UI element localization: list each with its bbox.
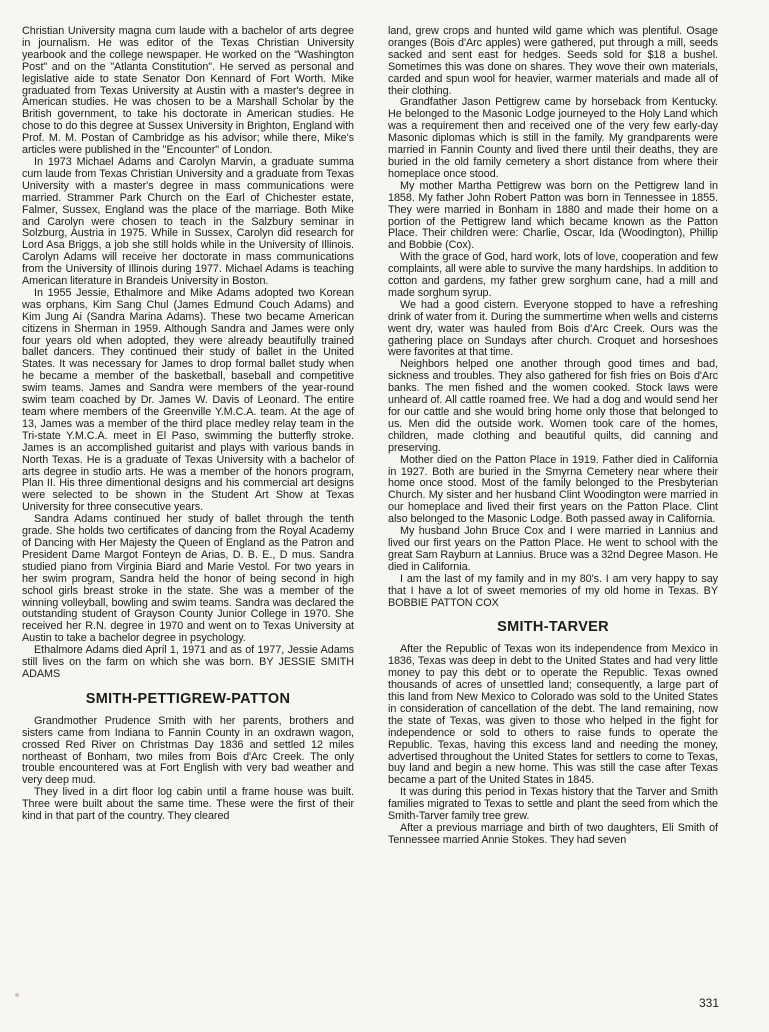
section-heading-smith-pettigrew-patton: SMITH-PETTIGREW-PATTON <box>85 690 291 707</box>
paragraph: land, grew crops and hunted wild game which was plentiful. Osage oranges (Bois d'Arc apples) were gathered, put through a mill, seeds sacked and sent east for hedges. Seeds sold for $18 a bushel. Sometimes this was done on shares. They wove their own materials, carded and spun wool for heavier, warmer materials and made all of their clothing. <box>388 25 718 97</box>
paragraph: I am the last of my family and in my 80's. I am very happy to say that I have a lot of sweet memories of my old home in Texas. BY BOBBIE PATTON COX <box>388 572 718 609</box>
binding-hole-mark <box>15 993 19 997</box>
paragraph: With the grace of God, hard work, lots of love, cooperation and few complaints, all were able to survive the many hardships. In addition to cotton and gardens, my father grew sorghum cane, had a mill and made sorghum syrup. <box>388 251 718 299</box>
paragraph: Grandmother Prudence Smith with her parents, brothers and sisters came from Indiana to Fannin County in an oxdrawn wagon, crossed Red River on Christmas Day 1836 and settled 12 miles northeast of Bonham, two miles from Bois d'Arc Creek. The only trouble encountered was at Fort English with very bad weather and very deep mud. <box>22 714 354 787</box>
paragraph: It was during this period in Texas history that the Tarver and Smith families migrated to Texas to settle and plant the seed from which the Smith-Tarver family tree grew. <box>388 786 718 823</box>
paragraph: We had a good cistern. Everyone stopped to have a refreshing drink of water from it. During the summertime when wells and cisterns went dry, water was hauled from Bois d'Arc Creek. Ours was the gathering place on Sundays after church. Croquet and horseshoes were favorites at that time. <box>388 298 718 359</box>
section-heading-smith-tarver: SMITH-TARVER <box>497 619 609 636</box>
paragraph: Sandra Adams continued her study of ballet through the tenth grade. She holds two certificates of dancing from the Royal Academy of Dancing with Her Majesty the Queen of England as the Patron and President Dame Margot Fonteyn de Arias, D. B. E., D mus. Sandra studied piano from Virginia Biard and Marie Vestol. For two years in her swim program, Sandra held the honor of being second in high school girls breast stroke in the state. She was a member of the winning volleyball, bowling and swim teams. Sandra was declared the outstanding student of Grayson County Junior College in 1970. She received her R.N. degree in 1970 and went on to Texas University at Austin to take a bachelor degree in psychology. <box>22 513 354 645</box>
paragraph: Grandfather Jason Pettigrew came by horseback from Kentucky. He belonged to the Masonic Lodge journeyed to the Holy Land which was a requirement then and received one of the very few early-day Masonic diplomas which is still in the family. My grandparents were married in Fannin County and lived there until their deaths, they are buried in the old family cemetery a short distance from where their homeplace once stood. <box>388 96 718 180</box>
paragraph: Mother died on the Patton Place in 1919. Father died in California in 1927. Both are buried in the Smyrna Cemetery near where their home once stood. Most of the family belonged to the Presbyterian Church. My sister and her husband Clint Woodington were married in our homeplace and lived their first years on the Patton Place. Clint also belonged to the Masonic Lodge. Both passed away in California. <box>388 453 718 526</box>
right-column <box>388 26 718 847</box>
paragraph: They lived in a dirt floor log cabin until a frame house was built. Three were built about the same time. These were the first of their kind in that part of the country. They cleared <box>22 786 354 823</box>
paragraph: In 1973 Michael Adams and Carolyn Marvin, a graduate summa cum laude from Texas Christian University and a graduate from Texas University with a master's degree in mass communications were married. Strammer Park Church on the Earl of Chichester estate, Falmer, Sussex, England was the place of the marriage. Both Mike and Carolyn were chosen to teach in the Salzbury seminar in Solzburg, Austria in 1975. While in Sussex, Carolyn did research for Lord Asa Briggs, a job she still holds while in the University of Illinois. Carolyn Adams will receive her doctorate in mass communications from the University of Illinois during 1977. Michael Adams is teaching American literature in Brandeis University in Boston. <box>22 155 354 288</box>
left-column <box>22 26 354 823</box>
paragraph: In 1955 Jessie, Ethalmore and Mike Adams adopted two Korean was orphans, Kim Sang Chul (James Edmund Couch Adams) and Kim Jung Ai (Sandra Marina Adams). These two became American citizens in Sherman in 1959. Although Sandra and James were only four years old when adopted, they were already beautifully trained ballet dancers. They continued their study of ballet in the United States. It was necessary for James to drop formal ballet study when he became a member of the basketball, baseball and competitive swim teams. James and Sandra were members of the year-round swim team coached by Dr. James W. Davis of Leonard. The entire team where members of the Greenville Y.M.C.A. team. At the age of 13, James was a member of the third place medley relay team in the Tri-state Y.M.C.A. meet in El Paso, swimming the butterfly stroke. James is an accomplished guitarist and plays with various bands in North Texas. He is a graduate of Texas University with a bachelor of arts degree in studio arts. He was a member of the honors program, Plan II. His three dimentional designs and his commercial art designs were selected to be shown in the Student Art Show at Texas University for three consecutive years. <box>22 286 354 514</box>
paragraph: Ethalmore Adams died April 1, 1971 and as of 1977, Jessie Adams still lives on the farm on which she was born. BY JESSIE SMITH ADAMS <box>22 644 354 680</box>
paragraph: After the Republic of Texas won its independence from Mexico in 1836, Texas was deep in debt to the United States and had very little money to pay this debt or to operate the Republic. Texas owned thousands of acres of unsettled land; consequently, a large part of this land from New Mexico to Colorado was sold to the United States in consideration of cancellation of the debt. The land remaining, now the state of Texas, was given to those who helped in the fight for independence or sold to others to raise funds to operate the Republic. Texas, having this excess land and needing the money, advertised throughout the United States for settlers to come to Texas, buy land and begin a new home. This was still the case after Texas became a part of the United States in 1845. <box>388 643 718 787</box>
paragraph: After a previous marriage and birth of two daughters, Eli Smith of Tennessee married Annie Stokes. They had seven <box>388 822 718 846</box>
paragraph: Neighbors helped one another through good times and bad, sickness and troubles. They also gathered for fish fries on Bois d'Arc banks. The men fished and the women cooked. Stock laws were unheard of. All cattle roamed free. We had a dog and would send her for our cattle and she would bring home only those that belonged to us. Men did the outside work. Women took care of the homes, children, made clothing and beautiful quilts, did canning and preserving. <box>388 358 718 454</box>
paragraph: My mother Martha Pettigrew was born on the Pettigrew land in 1858. My father John Robert Patton was born in Tennessee in 1855. They were married in Bonham in 1880 and made their home on a portion of the Pettigrew land which became known as the Patton Place. Their children were: Charlie, Oscar, Ida (Woodington), Phillip and Bobbie (Cox). <box>388 179 718 252</box>
page-number: 331 <box>698 996 719 1010</box>
paragraph: My husband John Bruce Cox and I were married in Lannius and lived our first years on the Patton Place. He went to school with the great Sam Rayburn at Lannius. Bruce was a 32nd Degree Mason. He died in California. <box>388 525 718 573</box>
paragraph: Christian University magna cum laude with a bachelor of arts degree in journalism. He was editor of the Texas Christian University yearbook and the college newspaper. He worked on the "Washington Post" and on the "Atlanta Constitution". He served as personal and legislative aide to state Senator Don Kennard of Fort Worth. Mike graduated from Texas University at Austin with a master's degree in American studies. He was chosen to be a Marshall Scholar by the British government, to take his doctorate in American studies. He chose to do this degree at Sussex University in Brighton, England with Prof. M. M. Postan of Cambridge as his advisor; while there, Mike's articles were published in the "Encounter" of London. <box>22 25 354 157</box>
